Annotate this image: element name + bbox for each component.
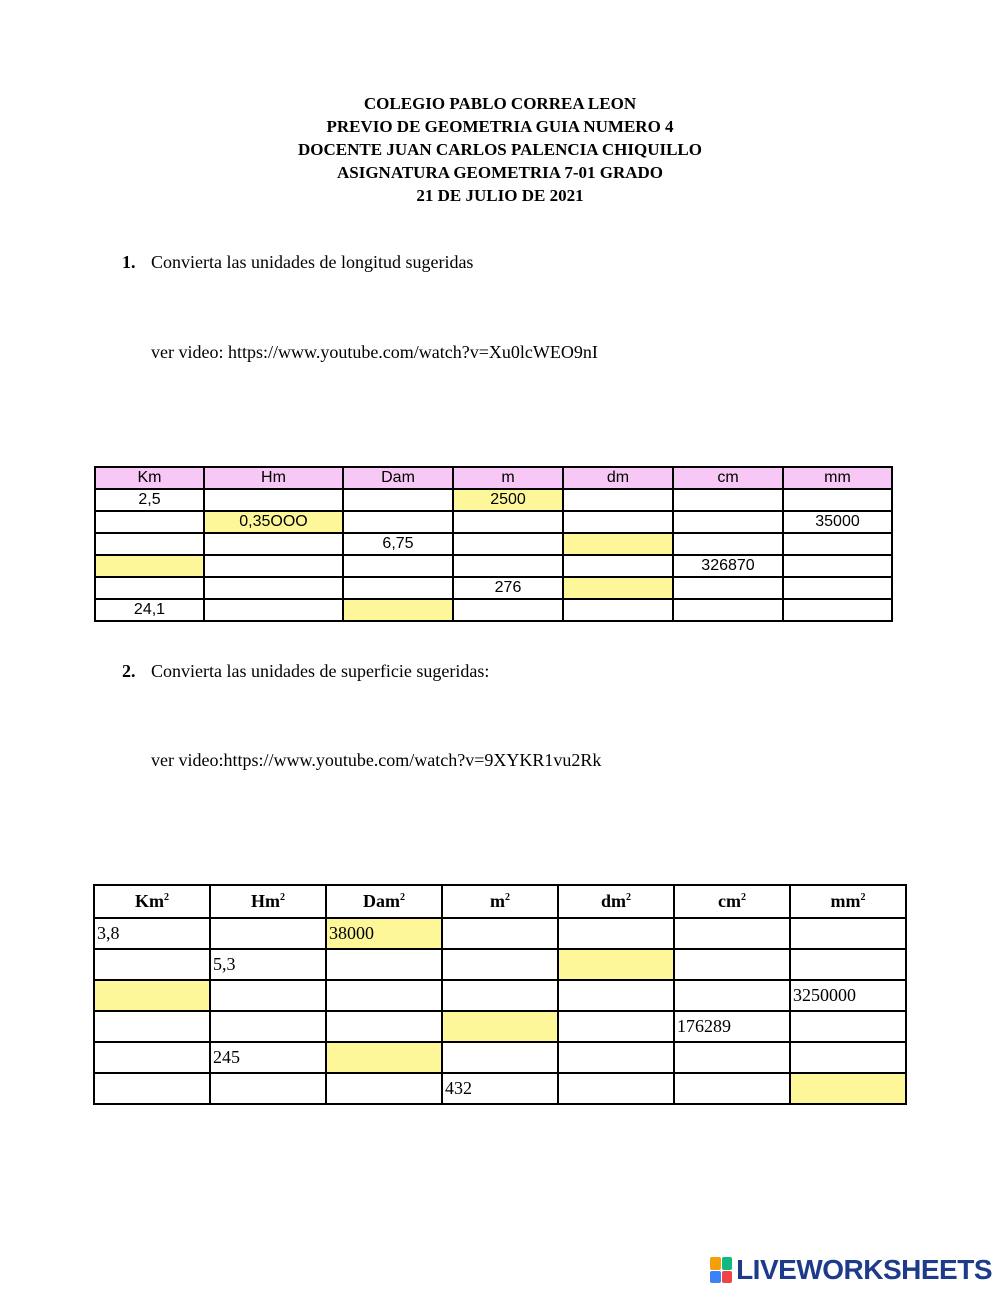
table-cell: 245: [210, 1042, 326, 1073]
table-cell: [442, 949, 558, 980]
table-cell: [204, 599, 343, 621]
column-header: $m^2$: [442, 885, 558, 918]
table-cell: [674, 1042, 790, 1073]
table-cell: [94, 1073, 210, 1104]
table-cell: [95, 577, 204, 599]
table-cell: [210, 1073, 326, 1104]
table-row: [95, 555, 892, 577]
table-cell: [783, 489, 892, 511]
table-cell: 3,8: [94, 918, 210, 949]
table-cell: [95, 511, 204, 533]
table-row: [95, 599, 892, 621]
answer-field[interactable]: [326, 1042, 442, 1073]
table-cell: [790, 949, 906, 980]
table-row: [94, 949, 906, 980]
table-cell: [204, 577, 343, 599]
question-2-number: 2.: [122, 661, 136, 681]
answer-field[interactable]: [94, 980, 210, 1011]
answer-field[interactable]: 0,35OOO: [204, 511, 343, 533]
column-header: Dam: [343, 467, 453, 489]
question-1-text: Convierta las unidades de longitud sugeridas: [151, 252, 474, 272]
answer-field[interactable]: [343, 599, 453, 621]
table-cell: [204, 533, 343, 555]
column-header: mm: [783, 467, 892, 489]
table-cell: [783, 577, 892, 599]
answer-field[interactable]: [95, 555, 204, 577]
question-1: [122, 252, 473, 273]
table-cell: [210, 980, 326, 1011]
table-cell: [343, 489, 453, 511]
table-cell: 35000: [783, 511, 892, 533]
table-cell: [673, 533, 783, 555]
liveworksheets-logo: [710, 1254, 992, 1286]
table-cell: [783, 555, 892, 577]
table-row: [95, 511, 892, 533]
table-cell: [563, 489, 673, 511]
table-cell: [563, 511, 673, 533]
table-cell: [210, 918, 326, 949]
column-header: m: [453, 467, 563, 489]
table-cell: [210, 1011, 326, 1042]
question-1-number: 1.: [122, 252, 136, 272]
table-cell: [95, 533, 204, 555]
table-cell: 3250000: [790, 980, 906, 1011]
column-header: $mm^2$: [790, 885, 906, 918]
table-row: [94, 980, 906, 1011]
question-2-text: Convierta las unidades de superficie sugeridas:: [151, 661, 490, 681]
table-cell: 176289: [674, 1011, 790, 1042]
column-header: cm: [673, 467, 783, 489]
table-cell: [790, 1011, 906, 1042]
table-cell: [204, 489, 343, 511]
table-cell: [783, 533, 892, 555]
table-cell: [442, 1042, 558, 1073]
teacher-name: DOCENTE JUAN CARLOS PALENCIA CHIQUILLO: [298, 140, 702, 159]
table-cell: [343, 511, 453, 533]
table-row: [95, 533, 892, 555]
column-header: dm: [563, 467, 673, 489]
table-row: [94, 1042, 906, 1073]
table-cell: [563, 599, 673, 621]
table-cell: 24,1: [95, 599, 204, 621]
table-row: [94, 918, 906, 949]
table-cell: [343, 555, 453, 577]
table-cell: [674, 918, 790, 949]
table-cell: [442, 918, 558, 949]
table-cell: [558, 1011, 674, 1042]
table-cell: [453, 555, 563, 577]
table-cell: [790, 918, 906, 949]
question-2-video-link[interactable]: ver video:https://www.youtube.com/watch?v=9XYKR1vu2Rk: [151, 750, 602, 770]
document-header: [0, 92, 1000, 207]
column-header: $dm^2$: [558, 885, 674, 918]
table-cell: [558, 1073, 674, 1104]
table-cell: 276: [453, 577, 563, 599]
column-header: Hm$^2$: [210, 885, 326, 918]
table-cell: 5,3: [210, 949, 326, 980]
guide-title: PREVIO DE GEOMETRIA GUIA NUMERO 4: [326, 117, 674, 136]
table-cell: [674, 1073, 790, 1104]
liveworksheets-logo-icon: [710, 1257, 732, 1283]
table-cell: [558, 1042, 674, 1073]
table-cell: 326870: [673, 555, 783, 577]
length-conversion-table: [94, 466, 893, 622]
surface-conversion-table: [93, 884, 907, 1105]
answer-field[interactable]: [563, 577, 673, 599]
brand-name: LIVEWORKSHEETS: [736, 1254, 992, 1285]
table-row: [94, 1011, 906, 1042]
table-cell: [326, 1011, 442, 1042]
answer-field[interactable]: [558, 949, 674, 980]
table-header-row: [94, 885, 906, 918]
question-2: [122, 661, 489, 682]
table-cell: [94, 1011, 210, 1042]
subject-grade: ASIGNATURA GEOMETRIA 7-01 GRADO: [336, 163, 664, 182]
column-header: Km: [95, 467, 204, 489]
table-cell: 6,75: [343, 533, 453, 555]
table-cell: [673, 599, 783, 621]
table-cell: [673, 577, 783, 599]
answer-field[interactable]: 2500: [453, 489, 563, 511]
answer-field[interactable]: [442, 1011, 558, 1042]
table-cell: [673, 511, 783, 533]
table-cell: [674, 980, 790, 1011]
column-header: Hm: [204, 467, 343, 489]
table-header-row: [95, 467, 892, 489]
table-cell: [326, 980, 442, 1011]
table-cell: [326, 1073, 442, 1104]
table-cell: [558, 918, 674, 949]
table-cell: [326, 949, 442, 980]
table-row: [95, 577, 892, 599]
answer-field[interactable]: 38000: [326, 918, 442, 949]
table-cell: [563, 555, 673, 577]
answer-field[interactable]: [790, 1073, 906, 1104]
question-1-video-link[interactable]: ver video: https://www.youtube.com/watch?v=Xu0lcWEO9nI: [151, 342, 598, 362]
school-name: COLEGIO PABLO CORREA LEON: [363, 94, 637, 113]
table-cell: [674, 949, 790, 980]
table-cell: [94, 1042, 210, 1073]
table-row: [95, 489, 892, 511]
column-header: Dam$^2$: [326, 885, 442, 918]
table-row: [94, 1073, 906, 1104]
table-cell: [673, 489, 783, 511]
table-cell: [453, 511, 563, 533]
table-cell: 2,5: [95, 489, 204, 511]
table-cell: [442, 980, 558, 1011]
document-date: 21 DE JULIO DE 2021: [416, 186, 584, 205]
column-header: Km$^2$: [94, 885, 210, 918]
column-header: $cm^2$: [674, 885, 790, 918]
table-cell: [453, 599, 563, 621]
table-cell: [783, 599, 892, 621]
table-cell: [343, 577, 453, 599]
table-cell: [790, 1042, 906, 1073]
table-cell: 432: [442, 1073, 558, 1104]
table-cell: [558, 980, 674, 1011]
answer-field[interactable]: [563, 533, 673, 555]
table-cell: [204, 555, 343, 577]
table-cell: [94, 949, 210, 980]
table-cell: [453, 533, 563, 555]
